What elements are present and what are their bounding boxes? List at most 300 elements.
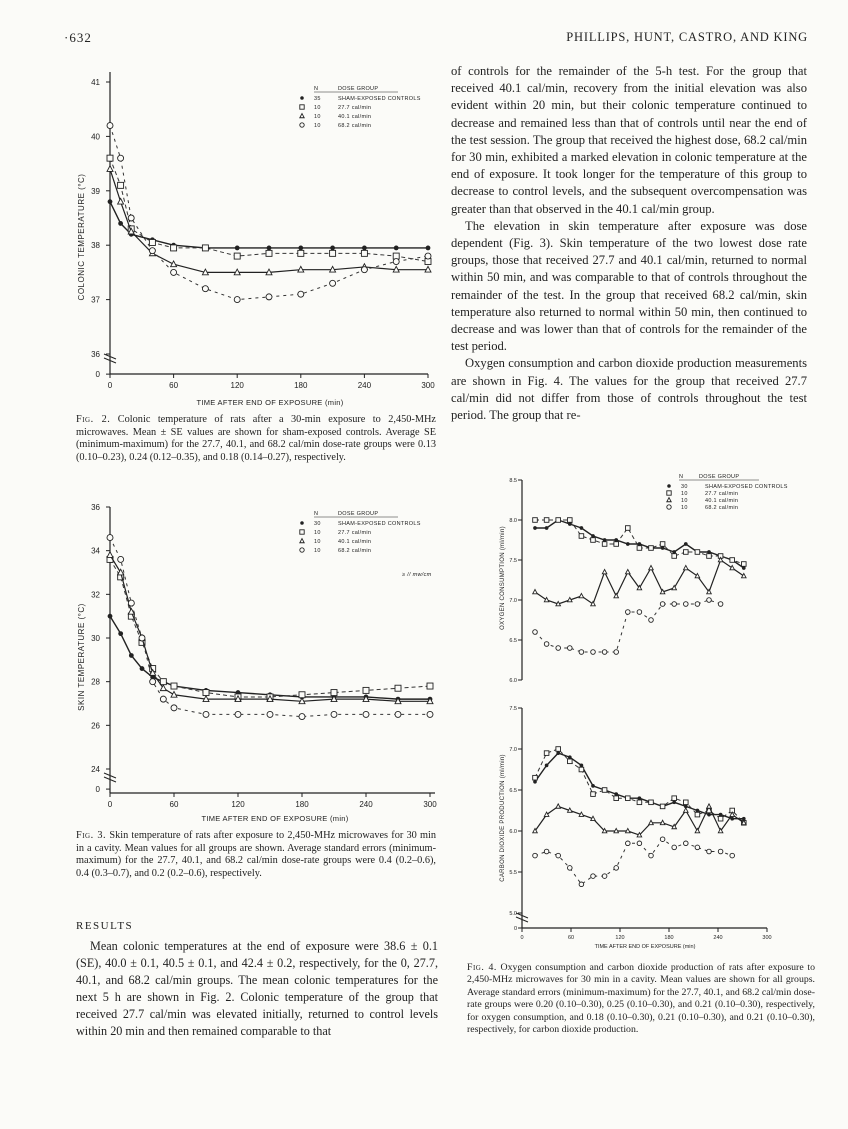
- legend-marker: [300, 530, 304, 534]
- legend-label: SHAM-EXPOSED CONTROLS: [705, 484, 788, 490]
- y-tick-label: 7.0: [509, 747, 517, 753]
- data-point: [150, 679, 156, 685]
- data-point: [684, 542, 688, 546]
- handwritten-note: ≥ // mw/cm: [402, 572, 432, 578]
- data-point: [395, 711, 401, 717]
- series-line: [535, 806, 744, 835]
- legend-label: SHAM-EXPOSED CONTROLS: [338, 96, 421, 102]
- data-point: [107, 535, 113, 541]
- y-tick-label: 0: [95, 785, 100, 795]
- x-tick-label: 120: [230, 381, 244, 390]
- legend-marker: [667, 484, 671, 488]
- data-point: [235, 246, 240, 251]
- data-point: [695, 573, 700, 577]
- data-point: [660, 820, 665, 824]
- data-point: [591, 601, 596, 605]
- x-tick-label: 300: [421, 381, 435, 390]
- legend-group-header: DOSE GROUP: [338, 86, 379, 92]
- y-tick-label: 6.5: [509, 638, 517, 644]
- data-point: [331, 711, 337, 717]
- data-point: [614, 650, 619, 655]
- data-point: [695, 550, 700, 555]
- figure-2-caption-label: Fig. 2.: [76, 414, 111, 425]
- data-point: [118, 631, 123, 636]
- data-point: [579, 767, 584, 772]
- data-point: [591, 784, 595, 788]
- data-point: [533, 589, 538, 593]
- data-point: [556, 747, 561, 752]
- data-point: [299, 714, 305, 720]
- page-number: ·632: [64, 30, 92, 45]
- data-point: [568, 755, 572, 759]
- legend-n: 10: [314, 105, 321, 111]
- y-tick-label: 7.5: [509, 706, 517, 712]
- data-point: [299, 692, 305, 698]
- y-tick-label: 0: [95, 370, 100, 380]
- x-tick-label: 60: [169, 381, 179, 390]
- data-point: [267, 246, 272, 251]
- data-point: [202, 245, 208, 251]
- data-point: [545, 526, 549, 530]
- legend-label: 68.2 cal/min: [705, 505, 739, 511]
- data-point: [108, 199, 113, 204]
- legend-marker: [300, 96, 304, 100]
- data-point: [580, 526, 584, 530]
- data-point: [544, 751, 549, 756]
- legend-n-header: N: [314, 511, 319, 517]
- legend-marker: [300, 548, 304, 552]
- x-tick-label: 60: [169, 800, 179, 809]
- data-point: [730, 565, 735, 569]
- series-line: [110, 202, 428, 248]
- data-point: [234, 253, 240, 259]
- figure-4-ylabel-top: OXYGEN CONSUMPTION (ml/min): [500, 526, 506, 630]
- data-point: [203, 690, 209, 696]
- running-head: PHILLIPS, HUNT, CASTRO, AND KING: [566, 30, 808, 44]
- data-point: [696, 809, 700, 813]
- figure-2-caption: [76, 414, 436, 464]
- data-point: [684, 841, 689, 846]
- y-tick-label: 6.0: [509, 678, 517, 684]
- legend-n: 10: [681, 498, 688, 504]
- data-point: [568, 597, 573, 601]
- data-point: [330, 280, 336, 286]
- data-point: [544, 518, 549, 523]
- legend-marker: [300, 105, 304, 109]
- data-point: [267, 711, 273, 717]
- legend-group-header: DOSE GROUP: [338, 511, 379, 517]
- data-point: [649, 853, 654, 858]
- data-point: [362, 246, 367, 251]
- series-line: [110, 169, 428, 272]
- data-point: [171, 705, 177, 711]
- data-point: [602, 788, 607, 793]
- data-point: [707, 813, 711, 817]
- data-point: [672, 554, 677, 559]
- y-tick-label: 8.5: [509, 478, 517, 484]
- data-point: [672, 796, 677, 801]
- data-point: [545, 764, 549, 768]
- data-point: [118, 221, 123, 226]
- data-point: [637, 800, 642, 805]
- legend-n: 10: [314, 530, 321, 536]
- y-tick-label: 5.5: [509, 870, 517, 876]
- data-point: [118, 155, 124, 161]
- results-paragraph: Mean colonic temperatures at the end of exposure were 38.6 ± 0.1 (SE), 40.0 ± 0.1, 40.5 ± 0.1, and 42.4 ± 0.2, respectively, for the 0, 27.7, 40.1, and 68.2 cal/min groups. The mean colonic temperatures for the next 5 h are shown in Fig. 2. Colonic temperature of the group that received 27.7 cal/min was elevated initially, returned to control levels within 20 min and then remained comparable to that: [76, 939, 438, 1038]
- figure-3-caption-text: Skin temperature of rats after exposure to 2,450-MHz microwaves for 30 min in a cavity. Mean values for all groups are shown. Average standard errors (minimum-maximum) for the 27.7, 40.1, and 68.2 cal/min dose-rate groups were 0.4 (0.2–0.6), 0.4 (0.3–0.7), and 0.2 (0.2–0.6), respectively.: [76, 830, 437, 879]
- data-point: [160, 696, 166, 702]
- figure-2-caption-text: Colonic temperature of rats after a 30-min exposure to 2,450-MHz microwaves. Mean ± SE values are shown for sham-exposed controls. Average SE (minimum-maximum) for the 27.7, 40.1, and 68.2 cal/min dose-rate groups were 0.13 (0.10–0.23), 0.24 (0.12–0.35), and 0.18 (0.14–0.27), respectively.: [76, 414, 436, 463]
- data-point: [533, 780, 537, 784]
- data-point: [533, 853, 538, 858]
- data-point: [568, 518, 573, 523]
- data-point: [742, 562, 747, 567]
- results-heading: RESULTS: [76, 920, 134, 932]
- figure-3-xlabel: TIME AFTER END OF EXPOSURE (min): [201, 814, 349, 823]
- figure-2-ylabel: COLONIC TEMPERATURE (°C): [77, 173, 86, 301]
- legend-label: 27.7 cal/min: [705, 491, 739, 497]
- data-point: [298, 246, 303, 251]
- data-point: [719, 813, 723, 817]
- series-line: [535, 520, 744, 564]
- y-tick-label: 36: [91, 503, 100, 512]
- data-point: [139, 635, 145, 641]
- paragraph-skin: The elevation in skin temperature after exposure was dose dependent (Fig. 3). Skin temperature of the two lowest dose rate groups, those that received 27.7 and 40.1 cal/min, returned to normal within 50 min, and was comparable to that of controls throughout the remainder of the test. In the group that received 68.2 cal/min, skin temperature also returned to normal within 50 min, then continued to decrease and was lower than that of controls for the remainder of the test period.: [451, 218, 807, 354]
- y-tick-label: 32: [91, 590, 100, 600]
- y-tick-label: 34: [91, 546, 100, 556]
- data-point: [330, 246, 335, 251]
- data-point: [118, 182, 124, 188]
- legend-n: 10: [314, 123, 321, 129]
- data-point: [331, 690, 337, 696]
- data-point: [298, 250, 304, 256]
- data-point: [568, 759, 573, 764]
- y-tick-label: 30: [91, 634, 100, 643]
- data-point: [235, 711, 241, 717]
- x-tick-label: 240: [357, 381, 372, 390]
- legend-label: SHAM-EXPOSED CONTROLS: [338, 521, 421, 527]
- data-point: [171, 691, 177, 697]
- data-point: [533, 518, 538, 523]
- data-point: [718, 816, 723, 821]
- figure-3-ylabel: SKIN TEMPERATURE (°C): [77, 603, 86, 711]
- results-body: [76, 938, 438, 1040]
- data-point: [614, 866, 619, 871]
- data-point: [330, 250, 336, 256]
- figure-3-caption: [76, 830, 436, 880]
- data-point: [591, 538, 596, 543]
- series-line: [535, 749, 744, 823]
- data-point: [672, 602, 677, 607]
- data-point: [602, 874, 607, 879]
- data-point: [684, 602, 689, 607]
- data-point: [171, 269, 177, 275]
- data-point: [684, 808, 689, 812]
- y-tick-label: 36: [91, 350, 100, 359]
- data-point: [591, 816, 596, 820]
- legend-label: 68.2 cal/min: [338, 548, 372, 554]
- data-point: [556, 804, 561, 808]
- legend-marker: [300, 123, 304, 127]
- data-point: [602, 650, 607, 655]
- data-point: [602, 542, 607, 547]
- data-point: [533, 526, 537, 530]
- y-tick-label: 41: [91, 78, 100, 87]
- data-point: [660, 542, 665, 547]
- data-point: [707, 804, 712, 808]
- paragraph-oxygen: Oxygen consumption and carbon dioxide production measurements are shown in Fig. 4. The values for the group that received 27.7 cal/min did not differ from those of controls throughout the test period. The group that re-: [451, 356, 807, 423]
- legend-n: 10: [314, 548, 321, 554]
- legend-label: 68.2 cal/min: [338, 123, 372, 129]
- x-tick-label: 240: [359, 800, 373, 809]
- data-point: [556, 751, 560, 755]
- data-point: [684, 800, 689, 805]
- y-tick-label: 24: [91, 765, 100, 774]
- y-tick-label: 28: [91, 677, 100, 687]
- data-point: [626, 569, 631, 573]
- data-point: [660, 602, 665, 607]
- data-point: [544, 642, 549, 647]
- data-point: [395, 685, 401, 691]
- x-tick-label: 300: [423, 800, 437, 809]
- figure-4-caption-text: Oxygen consumption and carbon dioxide production of rats after exposure to 2,450-MHz microwaves for 30 min in a cavity. Mean values are shown for all groups. Average standard errors (minimum-maximum) for the 27.7, 40.1, and 68.2 cal/min dose-rate groups were 0.20 (0.10–0.30), 0.25 (0.10–0.30), and 0.21 (0.10–0.30), respectively, for oxygen consumption, and 0.18 (0.10–0.30), 0.21 (0.10–0.30), and 0.21 (0.10–0.30), respectively, for carbon dioxide production.: [467, 962, 815, 1036]
- y-tick-label: 7.0: [509, 598, 517, 604]
- y-tick-label: 7.5: [509, 558, 517, 564]
- data-point: [427, 711, 433, 717]
- data-point: [160, 679, 166, 685]
- data-point: [298, 291, 304, 297]
- legend-label: 40.1 cal/min: [338, 539, 372, 545]
- data-point: [202, 286, 208, 292]
- data-point: [730, 853, 735, 858]
- data-point: [660, 837, 665, 842]
- data-point: [614, 796, 619, 801]
- data-point: [626, 841, 631, 846]
- data-point: [579, 812, 584, 816]
- legend-marker: [667, 505, 671, 509]
- figure-2-xlabel: TIME AFTER END OF EXPOSURE (min): [196, 398, 344, 407]
- data-point: [626, 828, 631, 832]
- figure-4-caption-label: Fig. 4.: [467, 962, 497, 973]
- y-tick-label: 5.0: [509, 911, 517, 917]
- legend-n: 30: [681, 484, 688, 490]
- data-point: [533, 775, 538, 780]
- data-point: [128, 215, 134, 221]
- data-point: [649, 800, 654, 805]
- data-point: [579, 882, 584, 887]
- data-point: [626, 542, 630, 546]
- paragraph-colonic: of controls for the remainder of the 5-h test. For the group that received 40.1 cal/min, recovery from the initial elevation was also evident within 20 min, but their colonic temperature continued to decrease and remained less than that of controls until near the end of the test session. The group that received the highest dose, 68.2 cal/min for 30 min, exhibited a marked elevation in colonic temperature at the end of exposure. It took longer for the temperature of this group to decrease to control levels, and the subsequent overcompensation was greater than that observed in the 40.1 cal/min group.: [451, 64, 807, 216]
- data-point: [684, 565, 689, 569]
- data-point: [425, 253, 431, 259]
- data-point: [556, 853, 561, 858]
- y-tick-label: 40: [91, 132, 100, 142]
- legend-n: 35: [314, 96, 321, 102]
- data-point: [234, 297, 240, 303]
- data-point: [637, 610, 642, 615]
- data-point: [695, 812, 700, 817]
- legend-n: 10: [314, 114, 321, 120]
- data-point: [266, 250, 272, 256]
- data-point: [171, 683, 177, 689]
- data-point: [171, 245, 177, 251]
- right-column-body: [451, 63, 807, 424]
- series-line: [535, 560, 744, 604]
- data-point: [707, 554, 712, 559]
- legend-marker: [667, 498, 671, 502]
- x-tick-label: 60: [567, 935, 575, 941]
- figure-3-caption-label: Fig. 3.: [76, 830, 107, 841]
- data-point: [742, 573, 747, 577]
- data-point: [544, 597, 549, 601]
- x-tick-label: 300: [762, 935, 772, 941]
- data-point: [363, 687, 369, 693]
- data-point: [393, 259, 399, 265]
- x-tick-label: 180: [664, 935, 674, 941]
- data-point: [626, 526, 631, 531]
- data-point: [591, 650, 596, 655]
- series-line: [535, 839, 732, 884]
- data-point: [108, 614, 113, 619]
- series-line: [110, 538, 430, 717]
- legend-label: 27.7 cal/min: [338, 530, 372, 536]
- data-point: [614, 542, 619, 547]
- legend-label: 40.1 cal/min: [705, 498, 739, 504]
- x-tick-label: 180: [295, 800, 309, 809]
- x-tick-label: 120: [615, 935, 625, 941]
- data-point: [707, 598, 712, 603]
- data-point: [602, 569, 607, 573]
- y-tick-label: 6.0: [509, 829, 517, 835]
- data-point: [107, 123, 113, 129]
- x-tick-label: 240: [713, 935, 723, 941]
- series-line: [110, 559, 430, 697]
- data-point: [107, 166, 113, 172]
- legend-group-header: DOSE GROUP: [699, 474, 740, 480]
- y-tick-label: 8.0: [509, 518, 517, 524]
- data-point: [626, 610, 631, 615]
- data-point: [626, 796, 631, 801]
- legend-label: 40.1 cal/min: [338, 114, 372, 120]
- legend-marker: [300, 114, 304, 118]
- data-point: [695, 845, 700, 850]
- data-point: [579, 650, 584, 655]
- figure-4-chart: [495, 468, 795, 956]
- x-tick-label: 0: [107, 800, 113, 809]
- data-point: [107, 552, 113, 558]
- data-point: [718, 602, 723, 607]
- data-point: [579, 593, 584, 597]
- legend-n: 10: [681, 505, 688, 511]
- figure-4-legend: [667, 474, 788, 511]
- x-tick-label: 0: [520, 935, 524, 941]
- data-point: [649, 565, 654, 569]
- legend-n: 10: [314, 539, 321, 545]
- data-point: [394, 246, 399, 251]
- data-point: [614, 792, 618, 796]
- figure-4-ylabel-bottom: CARBON DIOXIDE PRODUCTION (ml/min): [500, 754, 506, 882]
- y-tick-label: 6.5: [509, 788, 517, 794]
- y-tick-label: 38: [91, 241, 100, 251]
- x-tick-label: 0: [107, 381, 113, 390]
- data-point: [533, 630, 538, 635]
- data-point: [556, 601, 561, 605]
- data-point: [427, 683, 433, 689]
- data-point: [361, 267, 367, 273]
- legend-n: 10: [681, 491, 688, 497]
- data-point: [579, 534, 584, 539]
- legend-n-header: N: [679, 474, 684, 480]
- data-point: [556, 646, 561, 651]
- data-point: [544, 812, 549, 816]
- legend-n: 30: [314, 521, 321, 527]
- data-point: [568, 808, 573, 812]
- data-point: [149, 248, 155, 254]
- data-point: [649, 820, 654, 824]
- y-tick-label: 26: [91, 721, 100, 731]
- data-point: [672, 845, 677, 850]
- data-point: [707, 849, 712, 854]
- legend-label: 27.7 cal/min: [338, 105, 372, 111]
- data-point: [660, 804, 665, 809]
- figure-3-chart: [60, 497, 440, 827]
- series-line: [110, 616, 430, 699]
- x-tick-label: 180: [294, 381, 308, 390]
- data-point: [730, 558, 735, 563]
- data-point: [140, 666, 145, 671]
- data-point: [128, 600, 134, 606]
- data-point: [637, 841, 642, 846]
- legend-n-header: N: [314, 86, 319, 92]
- data-point: [266, 294, 272, 300]
- data-point: [149, 239, 155, 245]
- data-point: [556, 518, 561, 523]
- data-point: [649, 546, 654, 551]
- data-point: [684, 550, 689, 555]
- data-point: [672, 800, 676, 804]
- data-point: [568, 646, 573, 651]
- figure-3-legend: [300, 511, 432, 578]
- data-point: [203, 711, 209, 717]
- legend-marker: [300, 521, 304, 525]
- data-point: [591, 874, 596, 879]
- x-tick-label: 120: [231, 800, 245, 809]
- data-point: [718, 849, 723, 854]
- data-point: [129, 653, 134, 658]
- figure-4-caption: [467, 962, 815, 1036]
- data-point: [544, 849, 549, 854]
- data-point: [426, 246, 431, 251]
- data-point: [638, 796, 642, 800]
- y-tick-label: 37: [91, 295, 100, 305]
- data-point: [660, 589, 665, 593]
- data-point: [614, 828, 619, 832]
- data-point: [118, 198, 124, 204]
- data-point: [580, 764, 584, 768]
- data-point: [637, 546, 642, 551]
- figure-2-legend: [300, 86, 421, 129]
- data-point: [361, 250, 367, 256]
- legend-marker: [667, 491, 671, 495]
- figure-2-chart: [60, 62, 440, 407]
- data-point: [649, 618, 654, 623]
- y-tick-label: 39: [91, 186, 100, 196]
- data-point: [591, 792, 596, 797]
- data-point: [568, 866, 573, 871]
- legend-marker: [300, 539, 304, 543]
- data-point: [614, 593, 619, 597]
- data-point: [695, 602, 700, 607]
